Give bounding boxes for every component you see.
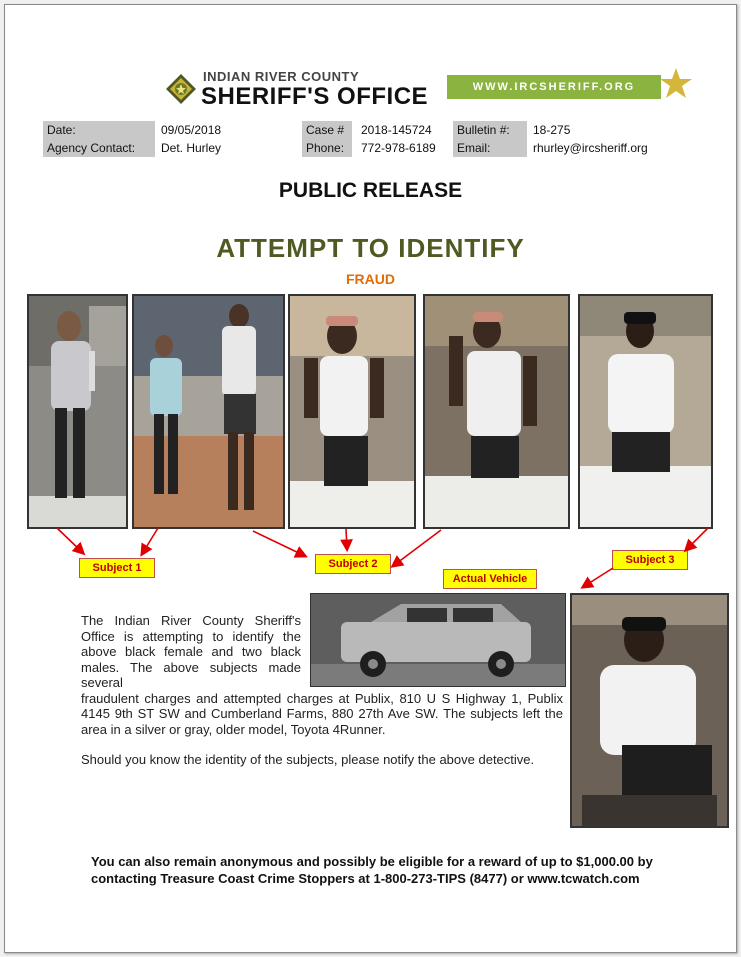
contact-value: Det. Hurley (161, 141, 222, 155)
description-paragraph-2: Should you know the identity of the subjects, please notify the above detective. (81, 752, 535, 767)
bulletin-page (4, 4, 737, 953)
bulletin-label: Bulletin #: (453, 121, 527, 139)
website-banner[interactable]: WWW.IRCSHERIFF.ORG (447, 75, 661, 99)
date-label: Date: (43, 121, 155, 139)
subject-2-label: Subject 2 (315, 554, 391, 574)
vehicle-label: Actual Vehicle (443, 569, 537, 589)
crime-stoppers-notice: You can also remain anonymous and possibly be eligible for a reward of up to $1,000.00 by contacting Treasure Coast Crime Stoppers at 1-800-273-TIPS (8477) or www.tcwatch.com (91, 854, 653, 886)
release-title: PUBLIC RELEASE (278, 179, 463, 202)
description-paragraph-1a: The Indian River County Sheriff's Office is attempting to identify the above black female and two black males. The above subjects made several (81, 613, 301, 690)
email-label: Email: (453, 139, 527, 157)
headline: ATTEMPT TO IDENTIFY (216, 233, 525, 263)
case-label: Case # (302, 121, 352, 139)
email-value[interactable]: rhurley@ircsheriff.org (533, 141, 648, 155)
agency-name-main: SHERIFF'S OFFICE (201, 83, 429, 110)
phone-label: Phone: (302, 139, 352, 157)
subject-3-photo-b (570, 593, 729, 828)
subject-1-label: Subject 1 (79, 558, 155, 578)
bulletin-value: 18-275 (533, 123, 571, 137)
case-value: 2018-145724 (361, 123, 432, 137)
description-body (81, 613, 563, 768)
subject-3-label: Subject 3 (612, 550, 688, 570)
agency-name-top: INDIAN RIVER COUNTY (203, 69, 360, 84)
phone-value: 772-978-6189 (361, 141, 436, 155)
description-paragraph-1b: fraudulent charges and attempted charges at Publix, 810 U S Highway 1, Publix 4145 9th ST SW and Cumberland Farms, 880 27th Ave SW. The subjects left the area in a silver or gray, older model, Toyota 4Runner. (81, 690, 563, 737)
contact-label: Agency Contact: (43, 139, 155, 157)
date-value: 09/05/2018 (161, 123, 222, 137)
subhead: FRAUD (346, 271, 395, 287)
